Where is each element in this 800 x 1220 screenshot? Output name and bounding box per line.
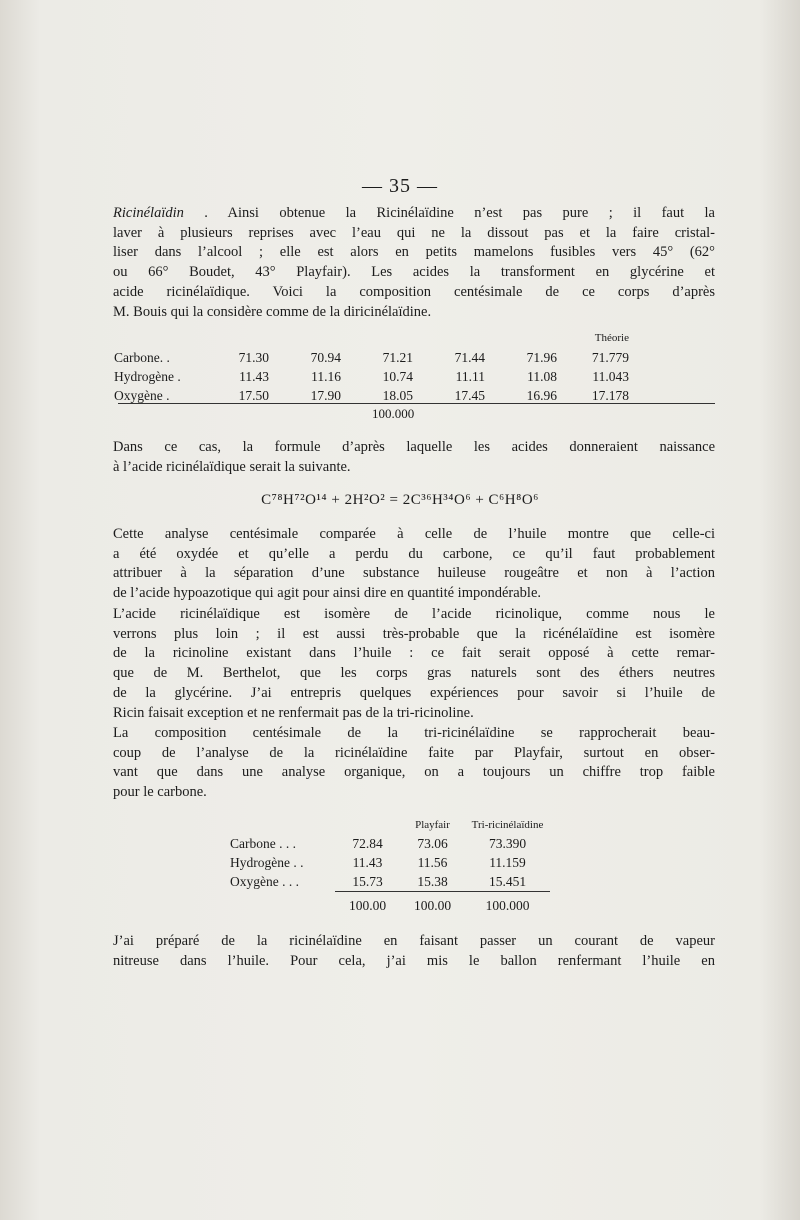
chemical-equation: C⁷⁸H⁷²O¹⁴ + 2H²O² = 2C³⁶H³⁴O⁶ + C⁶H⁸O⁶ <box>261 492 539 508</box>
paragraph-preparation: J’ai préparé de la ricinélaïdine en faisant passer un courant de vapeur nitreuse dans l’huile. Pour cela, j’ai mis le ballon renfermant l’huile en <box>113 933 715 969</box>
paragraph-formule: Dans ce cas, la formule d’après laquelle les acides donneraient naissance à l’acide ricinélaïdique serait la suivante. <box>113 439 715 475</box>
section-label: Ricinélaïdin <box>113 205 184 221</box>
column-header-theorie: Théorie <box>594 332 629 344</box>
table-total: 100.000 <box>372 406 415 421</box>
table-row: Hydrogène . . 11.43 11.56 11.159 <box>230 854 526 870</box>
composition-table-bouis <box>114 328 629 405</box>
table-row: Oxygène . . . 15.73 15.38 15.451 <box>230 873 527 889</box>
paragraph-isomere: L’acide ricinélaïdique est isomère de l’acide ricinolique, comme nous le verrons plus loin ; il est aussi très-probable que la ricénélaïdine est isomère de la ricinoline existant dans l’huile : ce fait serait opposé à cette remar- que de M. Berthelot, que les corps gras naturels sont des éthers neutres de la glycérine. J’ai entrepris quelques expériences pour savoir si l’huile de Ricin faisait exception et ne renfermait pas de la tri-ricinoline. <box>113 606 715 721</box>
table-row: Carbone. . 71.30 70.94 71.21 71.44 71.96 71.779 <box>114 349 629 365</box>
paragraph-tri-ricinelaidine: La composition centésimale de la tri-ricinélaïdine se rapprocherait beau- coup de l’analyse de la ricinélaïdine faite par Playfair, surtout en obser- vant que dans une analyse organique, on a toujours un chiffre trop faible pour le carbone. <box>113 725 715 801</box>
paragraph-analyse: Cette analyse centésimale comparée à celle de l’huile montre que celle-ci a été oxydée et qu’elle a perdu du carbone, ce qu’il faut probablement attribuer à la séparation d’une substance huileuse rougeâtre et non à l’action de l’acide hypoazotique qui agit pour ainsi dire en quantité impondérable. <box>113 526 715 602</box>
table-total-row: 100.00 100.00 100.000 <box>230 892 550 916</box>
table-rule <box>118 403 715 404</box>
paragraph-ricinelaidine: Ricinélaïdin . Ainsi obtenue la Ricinélaïdine n’est pas pure ; il faut la laver à plusieurs reprises avec l’eau qui ne la dissout pas et la faire cristal- liser dans l’alcool ; elle est alors en petits mamelons fusibles vers 45° (62° ou 66° Boudet, 43° Playfair). Les acides la transforment en glycérine et acide ricinélaïdique. Voici la composition centésimale de ce corps d’après M. Bouis qui la considère comme de la diricinélaïdine. <box>113 205 715 320</box>
table-row: Oxygène . 17.50 17.90 18.05 17.45 16.96 17.178 <box>114 387 629 403</box>
table-row: Carbone . . . 72.84 73.06 73.390 <box>230 835 527 851</box>
composition-table-playfair <box>230 815 550 915</box>
page-number: — 35 — <box>362 175 438 197</box>
column-header-playfair: Playfair <box>415 818 450 831</box>
column-header-tri-ricinelaidine: Tri-ricinélaïdine <box>471 818 544 831</box>
table-row: Hydrogène . 11.43 11.16 10.74 11.11 11.08 11.043 <box>114 368 629 384</box>
